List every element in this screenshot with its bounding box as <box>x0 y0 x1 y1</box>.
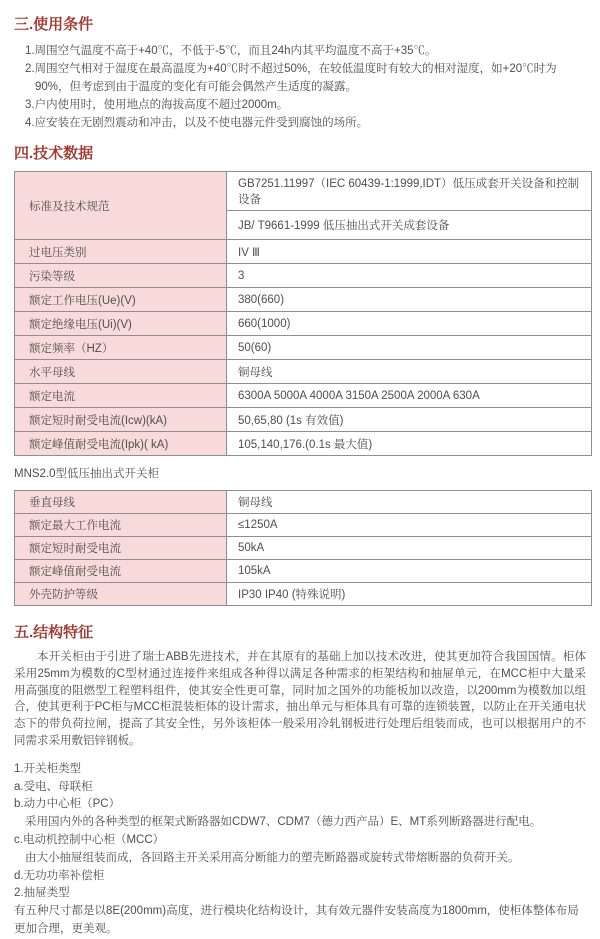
usage-condition-item: 1.周围空气温度不高于+40℃，不低于-5℃，而且24h内其平均温度不高于+35℃。 <box>25 45 437 57</box>
table-row <box>15 583 592 606</box>
table-row <box>15 240 592 264</box>
spec-value-cell: JB/ T9661-1999 低压抽出式开关成套设备 <box>227 211 592 240</box>
standards-rows <box>15 172 592 240</box>
technical-data-rows <box>15 240 592 456</box>
spec-label-cell: 垂直母线 <box>15 491 227 514</box>
mns-cabinet-rows <box>15 491 592 606</box>
spec-value-cell: 铜母线 <box>227 360 592 384</box>
spec-value-cell: 50kA <box>227 537 592 560</box>
table-row <box>15 288 592 312</box>
table-row <box>15 491 592 514</box>
usage-condition-item: 4.应安装在无剧烈震动和冲击，以及不使电器元件受到腐蚀的场所。 <box>25 117 369 129</box>
spec-label-cell: 额定绝缘电压(Ui)(V) <box>15 312 227 336</box>
spec-label-cell: 额定最大工作电流 <box>15 514 227 537</box>
spec-value-cell: 6300A 5000A 4000A 3150A 2500A 2000A 630A <box>227 384 592 408</box>
spec-value-cell: ≤1250A <box>227 514 592 537</box>
spec-value-cell: GB7251.11997（IEC 60439-1:1999,IDT）低压成套开关设备和控制设备 <box>227 172 592 211</box>
usage-condition-item: 2.周围空气相对于湿度在最高温度为+40℃时不超过50%，在较低温度时有较大的相对湿度，如+20℃时为90%，但考虑到由于温度的变化有可能会偶然产生适度的凝露。 <box>25 63 557 93</box>
section-usage-conditions <box>14 16 586 132</box>
structural-features-item: c.电动机控制中心柜（MCC） <box>14 833 165 846</box>
spec-label-cell: 额定电流 <box>15 384 227 408</box>
spec-label-cell: 污染等级 <box>15 264 227 288</box>
structural-features-item: 有五种尺寸都是以8E(200mm)高度，进行模块化结构设计，其有效元器件安装高度为1800mm，使柜体整体布局更加合理，更美观。 <box>14 905 579 935</box>
table-row <box>15 514 592 537</box>
spec-value-cell: 105,140,176.(0.1s 最大值) <box>227 432 592 456</box>
table-row <box>15 172 592 211</box>
structural-features-item: 2.抽屉类型 <box>14 887 70 900</box>
spec-label-cell: 标准及技术规范 <box>15 172 227 240</box>
mns-cabinet-table <box>14 490 592 606</box>
spec-label-cell: 过电压类别 <box>15 240 227 264</box>
spec-value-cell: 3 <box>227 264 592 288</box>
section-technical-data <box>14 145 586 606</box>
structural-features-list <box>14 761 586 939</box>
table-row <box>15 432 592 456</box>
spec-value-cell: 50,65,80 (1s 有效值) <box>227 408 592 432</box>
structural-features-item: 1.开关柜类型 <box>14 762 82 775</box>
structural-features-item: 由大小抽屉组装而成，各回路主开关采用高分断能力的塑壳断路器或旋转式带熔断器的负荷开关。 <box>25 851 520 864</box>
table-row <box>15 560 592 583</box>
structural-features-item: 采用国内外的各种类型的框架式断路器如CDW7、CDM7（德力西产品）E、MT系列断路器进行配电。 <box>25 816 542 829</box>
table-row <box>15 360 592 384</box>
table-row <box>15 312 592 336</box>
spec-label-cell: 水平母线 <box>15 360 227 384</box>
structural-features-item: d.无功功率补偿柜 <box>14 869 105 882</box>
table-row <box>15 336 592 360</box>
table-row <box>15 264 592 288</box>
structural-features-item: a.受电、母联柜 <box>14 780 93 793</box>
spec-value-cell: 380(660) <box>227 288 592 312</box>
section-structural-features <box>14 624 586 939</box>
section-title-usage-conditions: 三.使用条件 <box>14 16 94 33</box>
spec-value-cell: 50(60) <box>227 336 592 360</box>
table-row <box>15 408 592 432</box>
table-row <box>15 384 592 408</box>
spec-value-cell: 铜母线 <box>227 491 592 514</box>
spec-value-cell: 660(1000) <box>227 312 592 336</box>
technical-data-table <box>14 171 592 456</box>
section-title-structural-features: 五.结构特征 <box>14 624 94 641</box>
spec-label-cell: 额定频率（HZ） <box>15 336 227 360</box>
spec-label-cell: 额定短时耐受电流 <box>15 537 227 560</box>
spec-value-cell: 105kA <box>227 560 592 583</box>
usage-condition-item: 3.户内使用时，使用地点的海拔高度不超过2000m。 <box>25 99 289 111</box>
section-title-technical-data: 四.技术数据 <box>14 145 94 162</box>
structural-features-paragraph: 本开关柜由于引进了瑞士ABB先进技术，并在其原有的基础上加以技术改进，使其更加符合我国国情。柜体采用25mm为模数的C型材通过连接件来组成各种得以满足各种需求的柜架结构和抽屉单元，在MCC柜中大量采用高强度的阻燃型工程塑料组件，使其安全性更可靠，同时加之国外的功能板加以改造，以200mm为模数加以组合，使其更利于PC柜与MCC柜混装柜体的设计需求，抽出单元与柜体具有可靠的连锁装置，以防止在开关通电状态下的带负荷拉闸，提高了其安全性，另外该柜体一般采用冷轧钢板进行处理后组装而成，也可以根据用户的不同需求采用敷铝锌钢板。 <box>14 651 586 747</box>
spec-value-cell: IV Ⅲ <box>227 240 592 264</box>
spec-label-cell: 额定峰值耐受电流 <box>15 560 227 583</box>
usage-condition-list <box>25 42 586 132</box>
structural-features-item: b.动力中心柜（PC） <box>14 798 121 811</box>
spec-label-cell: 额定工作电压(Ue)(V) <box>15 288 227 312</box>
spec-label-cell: 额定峰值耐受电流(Ipk)( kA) <box>15 432 227 456</box>
table-row <box>15 537 592 560</box>
subtable-caption: MNS2.0型低压抽出式开关柜 <box>14 468 160 480</box>
spec-label-cell: 外壳防护等级 <box>15 583 227 606</box>
spec-value-cell: IP30 IP40 (特殊说明) <box>227 583 592 606</box>
spec-label-cell: 额定短时耐受电流(Icw)(kA) <box>15 408 227 432</box>
